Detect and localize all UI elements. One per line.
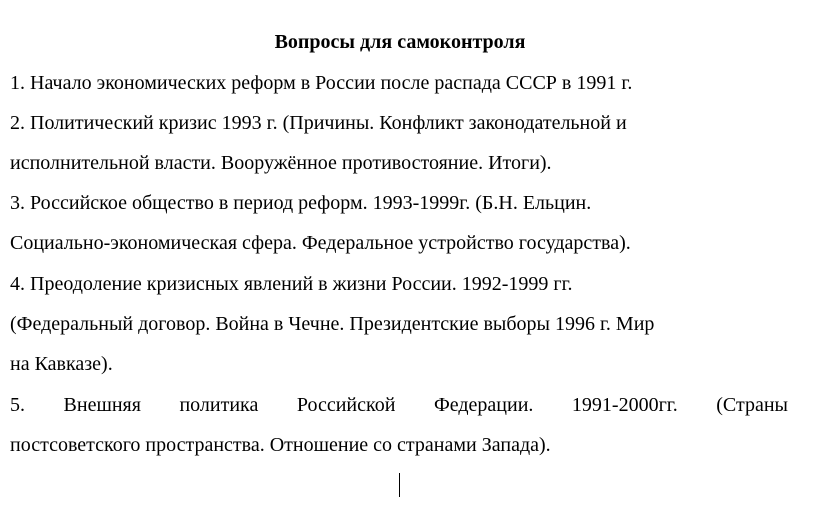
question-4-line-3: на Кавказе). [10, 353, 113, 375]
question-4-line-2: (Федеральный договор. Война в Чечне. Президентские выборы 1996 г. Мир [10, 313, 655, 335]
document-title: Вопросы для самоконтроля [274, 31, 526, 53]
question-2-line-1: 2. Политический кризис 1993 г. (Причины. Конфликт законодательной и [10, 112, 627, 134]
question-5-line-1: 5. Внешняя политика Российской Федерации. 1991-2000гг. (Страны [10, 394, 788, 416]
question-3-line-1: 3. Российское общество в период реформ. 1993-1999г. (Б.Н. Ельцин. [10, 192, 592, 214]
text-cursor[interactable] [399, 473, 400, 497]
question-5-line-2: постсоветского пространства. Отношение со странами Запада). [10, 434, 551, 456]
question-4-line-1: 4. Преодоление кризисных явлений в жизни России. 1992-1999 гг. [10, 273, 573, 295]
question-1-line-1: 1. Начало экономических реформ в России после распада СССР в 1991 г. [10, 72, 633, 94]
question-2-line-2: исполнительной власти. Вооружённое противостояние. Итоги). [10, 152, 552, 174]
question-3-line-2: Социально-экономическая сфера. Федеральное устройство государства). [10, 232, 631, 254]
